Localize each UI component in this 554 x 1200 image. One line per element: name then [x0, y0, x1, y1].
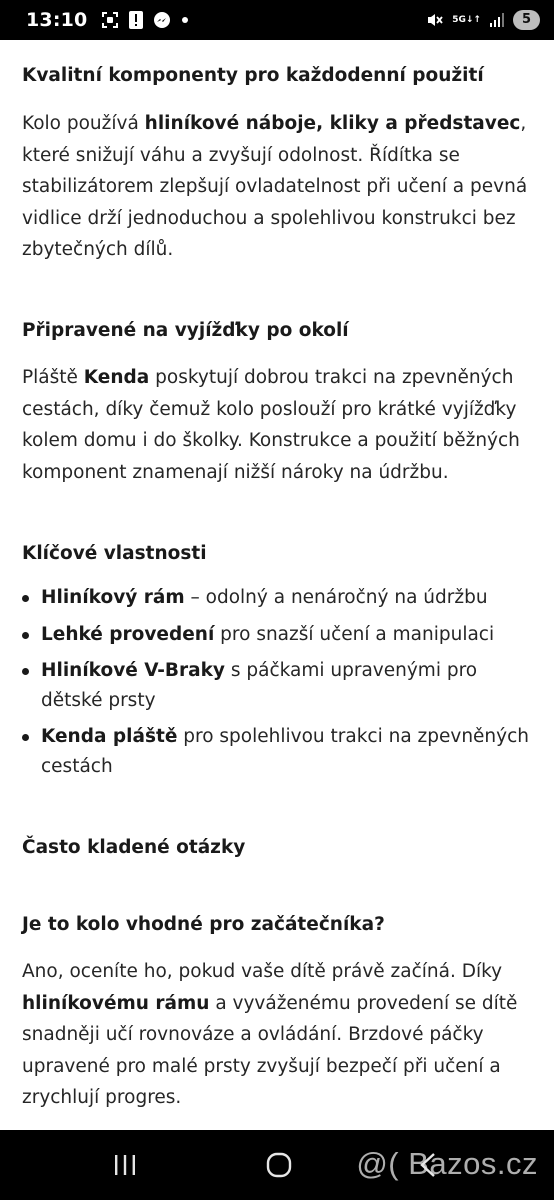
section-text-components: Kolo používá hliníkové náboje, kliky a představec, které snižují váhu a zvyšují odolnost. Řídítka se stabilizátorem zlepšují ovladatelnost při učení a pevná vidlice drží jednoduchou a spolehlivou konstrukci bez zbytečných dílů. [22, 113, 528, 260]
dot-icon [181, 16, 189, 24]
home-icon [265, 1151, 293, 1179]
bullet-icon [22, 632, 29, 639]
alert-icon [129, 11, 143, 29]
list-item: Lehké provedení pro snazší učení a manipulaci [22, 620, 540, 650]
notification-icons [101, 11, 189, 29]
bazos-watermark: @( Bazos.cz [356, 1146, 538, 1181]
section-heading-rides: Připravené na vyjížďky po okolí [22, 320, 349, 341]
status-bar [0, 0, 554, 40]
section-heading-faq: Často kladené otázky [22, 837, 246, 858]
feature-list [22, 583, 540, 788]
battery-badge: 5 [513, 10, 540, 30]
section-text-rides: Pláště Kenda poskytují dobrou trakci na zpevněných cestách, díky čemuž kolo poslouží pro krátké vyjížďky kolem domu i do školky. Konstrukce a použití běžných komponent znamenají nižší nároky na údržbu. [22, 367, 520, 483]
list-item: Hliníkové V-Braky s páčkami upravenými pro dětské prsty [22, 656, 540, 715]
signal-icon [489, 12, 505, 28]
mute-icon [426, 11, 444, 29]
home-button[interactable] [244, 1130, 314, 1200]
system-icons [426, 10, 540, 30]
section-heading-components: Kvalitní komponenty pro každodenní použití [22, 65, 484, 86]
screenshot-icon [101, 11, 119, 29]
recent-apps-button[interactable] [90, 1130, 160, 1200]
article-content[interactable] [0, 40, 554, 1130]
recent-apps-icon [112, 1153, 138, 1177]
bullet-icon [22, 595, 29, 602]
faq-question: Je to kolo vhodné pro začátečníka? [22, 914, 385, 935]
list-item: Hliníkový rám – odolný a nenáročný na údržbu [22, 583, 540, 613]
bullet-icon [22, 734, 29, 741]
network-5g-icon: 5G ↓↑ [452, 14, 481, 25]
section-heading-features: Klíčové vlastnosti [22, 543, 207, 564]
faq-answer: Ano, oceníte ho, pokud vaše dítě právě začíná. Díky hliníkovému rámu a vyváženému provedení se dítě snadněji učí rovnováze a ovládání. Brzdové páčky upravené pro malé prsty zvyšují bezpečí při učení a zrychlují progres. [22, 961, 518, 1108]
navigation-bar [0, 1130, 554, 1200]
list-item: Kenda pláště pro spolehlivou trakci na zpevněných cestách [22, 722, 540, 781]
status-time: 13:10 [26, 9, 88, 31]
bullet-icon [22, 668, 29, 675]
messenger-icon [153, 11, 171, 29]
